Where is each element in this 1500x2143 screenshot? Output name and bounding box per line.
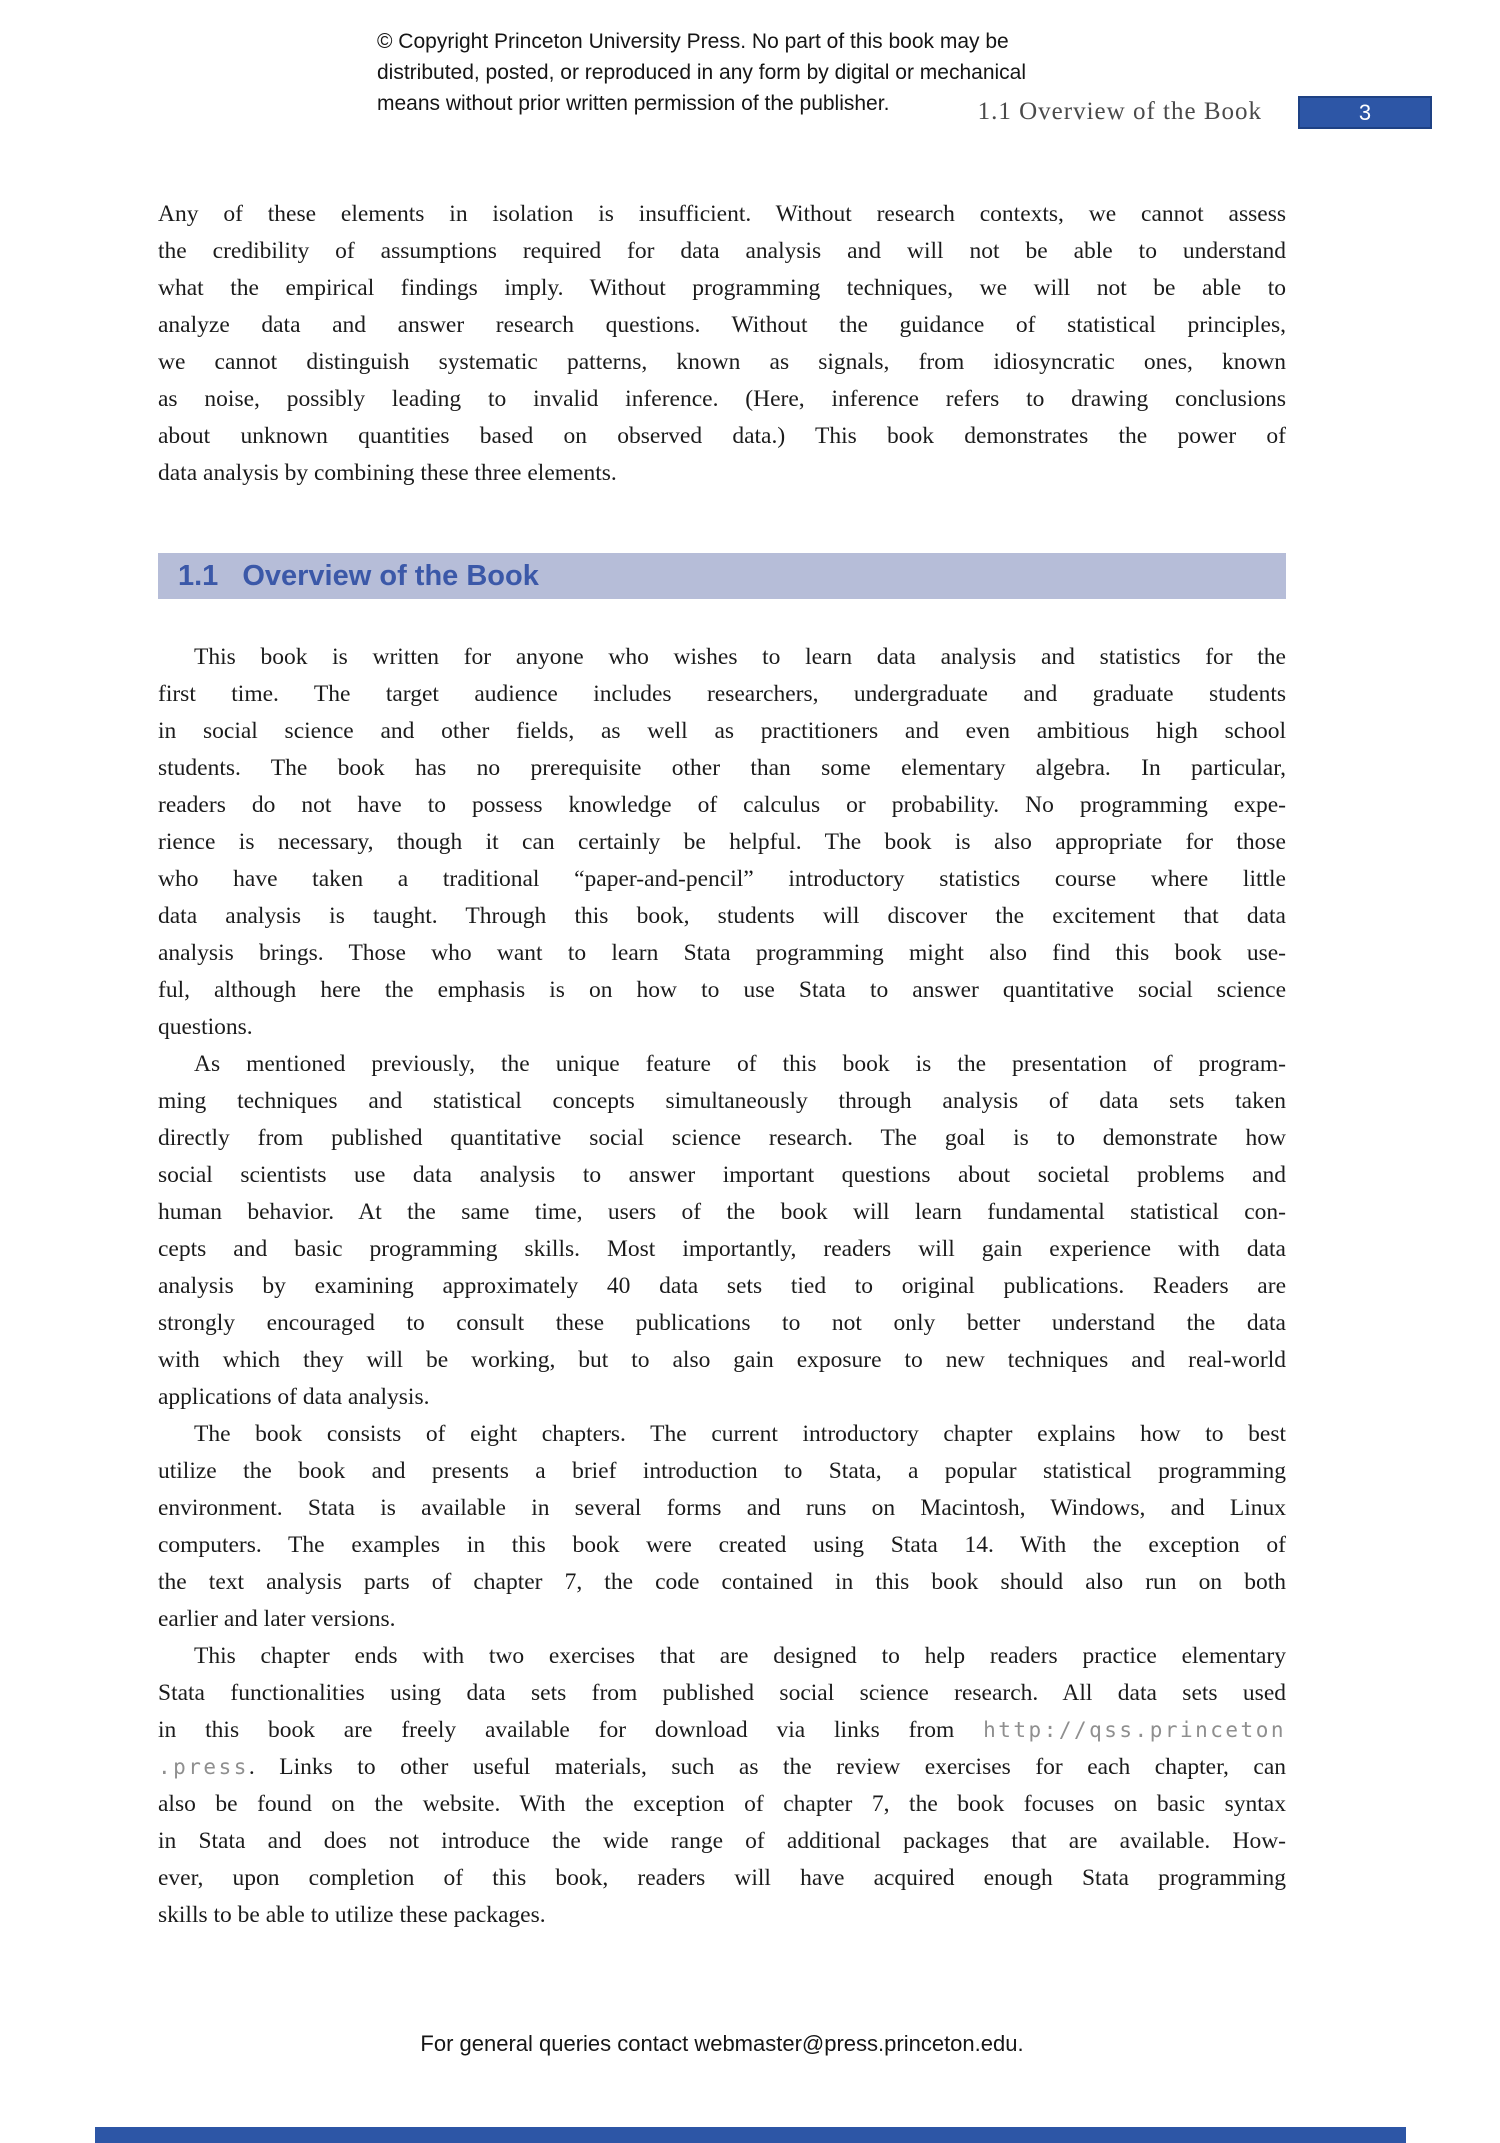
text-line: social scientists use data analysis to answer important questions about societal problems and — [158, 1162, 1286, 1188]
text-line — [158, 1749, 1286, 1786]
text-line: directly from published quantitative social science research. The goal is to demonstrate how — [158, 1125, 1286, 1151]
running-head: 1.1 Overview of the Book — [977, 98, 1262, 125]
text-line: data analysis is taught. Through this book, students will discover the excitement that data — [158, 903, 1286, 929]
section-body-block — [158, 639, 1286, 1934]
text-segment: . Links to other useful materials, such as the review exercises for each chapter, can — [248, 1754, 1286, 1780]
mono-url: http://qss.princeton — [983, 1718, 1286, 1742]
text-line: in Stata and does not introduce the wide range of additional packages that are available. How- — [158, 1828, 1286, 1854]
footer-contact: For general queries contact webmaster@press.princeton.edu. — [420, 2031, 1024, 2056]
text-line: students. The book has no prerequisite other than some elementary algebra. In particular, — [158, 755, 1286, 781]
text-line: ever, upon completion of this book, readers will have acquired enough Stata programming — [158, 1865, 1286, 1891]
text-line: analysis brings. Those who want to learn Stata programming might also find this book use- — [158, 940, 1286, 966]
text-line: strongly encouraged to consult these publications to not only better understand the data — [158, 1310, 1286, 1336]
text-line: Stata functionalities using data sets from published social science research. All data sets used — [158, 1680, 1286, 1706]
text-line: readers do not have to possess knowledge of calculus or probability. No programming expe- — [158, 792, 1286, 818]
text-line: As mentioned previously, the unique feature of this book is the presentation of program- — [194, 1051, 1286, 1077]
copyright-line: means without prior written permission of the publisher. — [377, 92, 890, 115]
text-line: Any of these elements in isolation is insufficient. Without research contexts, we cannot assess — [158, 201, 1286, 227]
text-line: ful, although here the emphasis is on how to use Stata to answer quantitative social science — [158, 977, 1286, 1003]
text-line: who have taken a traditional “paper-and-pencil” introductory statistics course where little — [158, 866, 1286, 892]
text-line: ming techniques and statistical concepts simultaneously through analysis of data sets taken — [158, 1088, 1286, 1114]
page-number: 3 — [1358, 99, 1372, 125]
copyright-line: © Copyright Princeton University Press. No part of this book may be — [377, 30, 1009, 53]
paragraph — [158, 196, 1286, 492]
paragraph — [158, 1416, 1286, 1638]
text-line: also be found on the website. With the exception of chapter 7, the book focuses on basic syntax — [158, 1791, 1286, 1817]
bottom-accent-bar — [95, 2127, 1406, 2143]
copyright-line: distributed, posted, or reproduced in any form by digital or mechanical — [377, 61, 1027, 84]
text-line: skills to be able to utilize these packages. — [158, 1902, 546, 1928]
text-line: questions. — [158, 1014, 253, 1040]
section-title: Overview of the Book — [242, 559, 539, 592]
text-line: data analysis by combining these three elements. — [158, 460, 617, 486]
text-line: environment. Stata is available in several forms and runs on Macintosh, Windows, and Linux — [158, 1495, 1286, 1521]
text-line: analysis by examining approximately 40 data sets tied to original publications. Readers are — [158, 1273, 1286, 1299]
text-line: rience is necessary, though it can certainly be helpful. The book is also appropriate for those — [158, 829, 1286, 855]
text-line: This chapter ends with two exercises that are designed to help readers practice elementary — [194, 1643, 1286, 1669]
text-line: earlier and later versions. — [158, 1606, 396, 1632]
intro-paragraph-block — [158, 196, 1286, 492]
section-heading-bar — [158, 553, 1286, 599]
text-line: we cannot distinguish systematic patterns, known as signals, from idiosyncratic ones, known — [158, 349, 1286, 375]
paragraph — [158, 1046, 1286, 1416]
text-line: computers. The examples in this book were created using Stata 14. With the exception of — [158, 1532, 1286, 1558]
copyright-notice — [377, 26, 1026, 119]
text-line: cepts and basic programming skills. Most importantly, readers will gain experience with data — [158, 1236, 1286, 1262]
paragraph — [158, 1638, 1286, 1934]
text-line: in social science and other fields, as well as practitioners and even ambitious high school — [158, 718, 1286, 744]
section-number: 1.1 — [178, 559, 219, 592]
text-line: the text analysis parts of chapter 7, the code contained in this book should also run on both — [158, 1569, 1286, 1595]
text-line: what the empirical findings imply. Without programming techniques, we will not be able to — [158, 275, 1286, 301]
text-segment: in this book are freely available for download via links from — [158, 1717, 984, 1743]
text-line: This book is written for anyone who wishes to learn data analysis and statistics for the — [194, 644, 1286, 670]
text-line: The book consists of eight chapters. The current introductory chapter explains how to best — [194, 1421, 1286, 1447]
paragraph — [158, 639, 1286, 1046]
text-line — [158, 1712, 1286, 1749]
mono-url: .press — [158, 1755, 249, 1779]
text-line: the credibility of assumptions required for data analysis and will not be able to understand — [158, 238, 1286, 264]
text-line: analyze data and answer research questions. Without the guidance of statistical principles, — [158, 312, 1286, 338]
text-line: first time. The target audience includes researchers, undergraduate and graduate students — [158, 681, 1286, 707]
page-number-badge — [1298, 96, 1432, 129]
text-line: applications of data analysis. — [158, 1384, 430, 1410]
text-line: utilize the book and presents a brief introduction to Stata, a popular statistical programming — [158, 1458, 1286, 1484]
text-line: human behavior. At the same time, users of the book will learn fundamental statistical con- — [158, 1199, 1286, 1225]
text-line: as noise, possibly leading to invalid inference. (Here, inference refers to drawing conclusions — [158, 386, 1286, 412]
text-line: about unknown quantities based on observed data.) This book demonstrates the power of — [158, 423, 1286, 449]
text-line: with which they will be working, but to also gain exposure to new techniques and real-world — [158, 1347, 1286, 1373]
